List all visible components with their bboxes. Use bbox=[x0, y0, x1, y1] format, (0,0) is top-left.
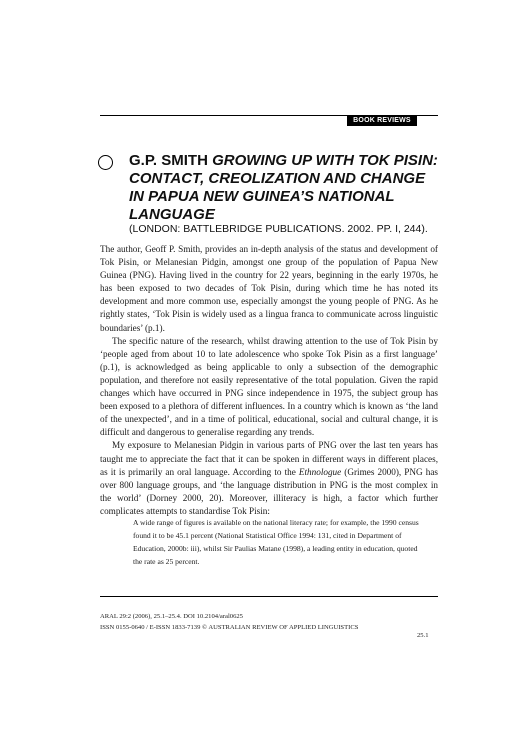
paragraph-3-end: (Grimes 2000), PNG has over 800 language groups, and ‘the language distribution in PNG is the most complex in the world’ (Dorney 2000, 20). Moreover, illiteracy is high, a factor which further complicates attempts to standardise Tok Pisin: bbox=[100, 466, 438, 516]
paragraph-3-start: My exposure to Melanesian Pidgin in various parts of PNG over the last ten years has taught me to appreciate the fact that it can be spoken in different ways in different places, as it is primarily an oral language. According to the bbox=[100, 440, 438, 477]
block-quote: A wide range of figures is available on the national literacy rate; for example, the 1990 census found it to be 45.1 percent (National Statistical Office 1994: 131, cited in Department of Education, 2000b: iii), whilst Sir Paulias Matane (1998), a leading entity in education, quoted the rate as 25 percent. bbox=[133, 518, 419, 566]
page-footer bbox=[100, 611, 438, 633]
review-body bbox=[100, 243, 438, 518]
title-author: G.P. SMITH bbox=[129, 152, 208, 169]
footer-rule bbox=[100, 596, 438, 597]
ethnologue-title: Ethnologue bbox=[298, 466, 342, 477]
title-publication: (LONDON: BATTLEBRIDGE PUBLICATIONS. 2002. PP. I, 244). bbox=[129, 223, 428, 235]
title-book: GROWING UP WITH TOK PISIN: CONTACT, CREOLIZATION AND CHANGE IN PAPUA NEW GUINEA’S NATIONAL LANGUAGE bbox=[129, 152, 438, 223]
circle-bullet-icon bbox=[98, 155, 113, 170]
footer-issn: ISSN 0155-0640 / E-ISSN 1833-7139 © AUSTRALIAN REVIEW OF APPLIED LINGUISTICS bbox=[100, 624, 359, 631]
paragraph-3 bbox=[100, 439, 438, 518]
review-title bbox=[129, 152, 441, 224]
paragraph-2: The specific nature of the research, whilst drawing attention to the use of Tok Pisin by ‘people aged from about 10 to late adolescence who spoke Tok Pisin as a first language’ (p.1), is acknowledged as being applicable to only a subsection of the demographic population, and therefore not easily representative of the total population. Given the rapid changes which have occurred in PNG since independence in 1975, the subject group has been exposed to a plethora of different influences. In a country which is known as ‘the land of the unexpected’, and in a time of political, educational, social and cultural change, it is difficult and dangerous to generalise regarding any trends. bbox=[100, 335, 438, 438]
footer-citation: ARAL 29:2 (2006), 25.1–25.4. DOI 10.2104/aral0625 bbox=[100, 613, 243, 620]
page-number: 25.1 bbox=[417, 632, 429, 639]
paragraph-1: The author, Geoff P. Smith, provides an in-depth analysis of the status and development of Tok Pisin, or Melanesian Pidgin, amongst one group of the population of Papua New Guinea (PNG). Having lived in the country for 22 years, beginning in the early 1970s, he has been exposed to two decades of Tok Pisin, during which time he has noted its development and more common use, especially amongst the young people of PNG. As he rightly states, ‘Tok Pisin is widely used as a lingua franca to communicate across linguistic boundaries’ (p.1). bbox=[100, 244, 438, 333]
section-tag: BOOK REVIEWS bbox=[347, 115, 417, 126]
